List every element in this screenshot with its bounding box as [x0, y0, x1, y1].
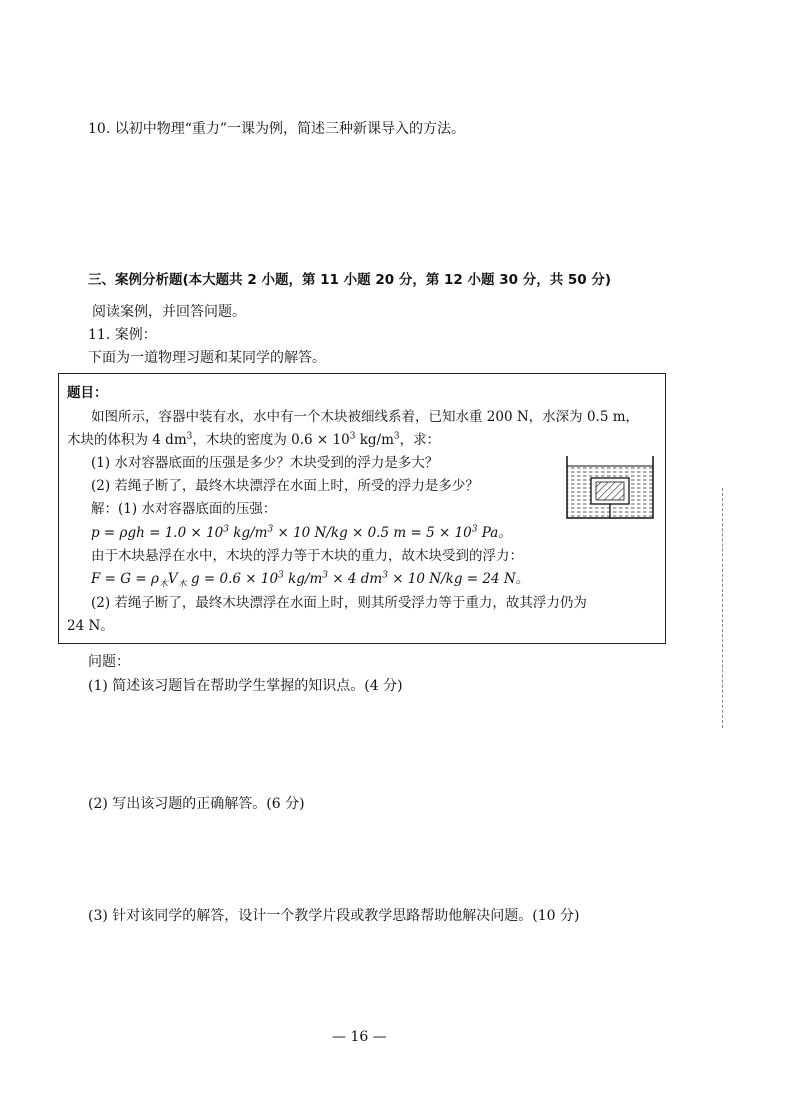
case-intro: 下面为一道物理习题和某同学的解答。 — [88, 350, 326, 366]
sub-question-1: (1) 水对容器底面的压强是多少？木块受到的浮力是多大？ — [91, 455, 439, 471]
wood-block-hatching — [596, 482, 624, 500]
container-diagram — [565, 454, 657, 524]
solution-part-2-end: 24 N。 — [67, 618, 114, 634]
section-3-title: 三、案例分析题(本大题共 2 小题，第 11 小题 20 分，第 12 小题 30 分，共 50 分) — [88, 272, 612, 288]
instruction: 阅读案例，并回答问题。 — [92, 304, 246, 320]
question-11-label: 11. 案例： — [88, 327, 157, 343]
page-number: — 16 — — [332, 1029, 387, 1045]
sub-question-a: (1) 简述该习题旨在帮助学生掌握的知识点。(4 分) — [88, 678, 403, 694]
solution-part-2: (2) 若绳子断了，最终木块漂浮在水面上时，则其所受浮力等于重力，故其浮力仍为 — [91, 595, 587, 611]
equation-buoyancy: $F = G = \rho_木V_木$ $g = 0.6 \times 10^3$ $kg/m^3 \times 4$ $dm^3 \times 10$ N/kg = 24 N。 — [91, 570, 530, 590]
problem-line-1: 如图所示，容器中装有水，水中有一个木块被细线系着，已知水重 200 N，水深为 0.5 m， — [91, 409, 640, 425]
equation-pressure: $p = \rho gh = 1.0 \times 10^3$ $kg/m^3 \times 10$ N/kg × 0.5 $m = 5 \times 10^3$ Pa。 — [91, 524, 512, 541]
solution-heading: 解：(1) 水对容器底面的压强： — [91, 501, 277, 517]
problem-heading: 题目： — [67, 385, 108, 401]
question-10: 10. 以初中物理“重力”一课为例，简述三种新课导入的方法。 — [88, 121, 466, 137]
sub-question-2: (2) 若绳子断了，最终木块漂浮在水面上时，所受的浮力是多少？ — [91, 478, 479, 494]
problem-line-2: 木块的体积为 4 $dm^3$，木块的密度为 $0.6 \times 10^3$ $kg/m^3$，求： — [67, 431, 441, 448]
problem-box — [58, 373, 666, 644]
questions-label: 问题： — [88, 654, 130, 670]
solution-line: 由于木块悬浮在水中，木块的浮力等于木块的重力，故木块受到的浮力： — [91, 548, 523, 564]
sub-question-c: (3) 针对该同学的解答，设计一个教学片段或教学思路帮助他解决问题。(10 分) — [88, 908, 580, 924]
binding-edge-mark — [722, 488, 723, 728]
sub-question-b: (2) 写出该习题的正确解答。(6 分) — [88, 796, 305, 812]
